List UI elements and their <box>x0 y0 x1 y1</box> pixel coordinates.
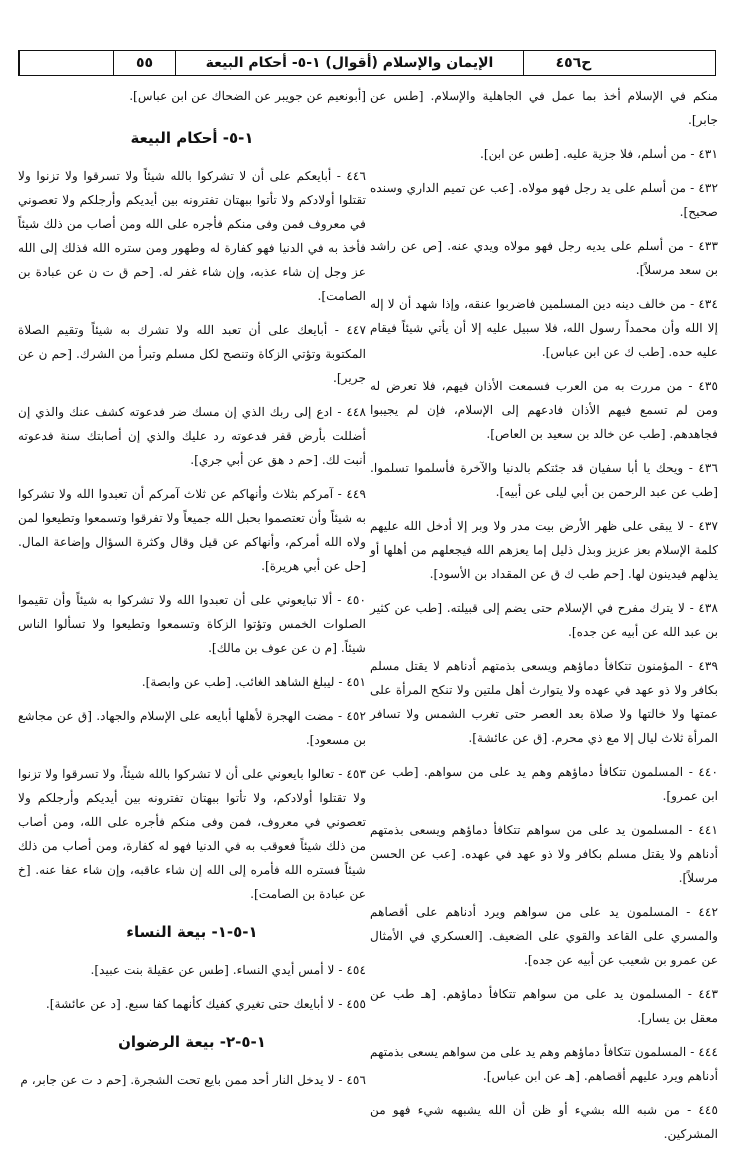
hadith-paragraph: ٤٤٥ - من شبه الله بشيء أو ظن أن الله يشبهه شيء فهو من المشركين. <box>370 1103 718 1141</box>
hadith-paragraph: ٤٤٣ - المسلمون يد على من سواهم تتكافأ دماؤهم. [هـ طب عن معقل بن يسار]. <box>370 987 718 1025</box>
subsection-heading: ١-٥-٢- بيعة الرضوان <box>118 1033 266 1051</box>
right-column <box>370 84 718 1156</box>
hadith-paragraph: ٤٥٣ - تعالوا بايعوني على أن لا تشركوا بالله شيئاً، ولا تسرقوا ولا تزنوا ولا تقتلوا أولادكم، ولا تأتوا ببهتان تفترونه بين أيديكم وأرجلكم ولا تعصوني في معروف، فمن وفى منكم فأجره على الله، ومن أصاب من ذلك شيئاً فعوقب به في الدنيا فهو له كفارة، ومن أصاب من ذلك شيئاً فستره الله فأمره إلى الله إن شاء عاقبه، وإن شاء عفا عنه. [خ عن عبادة بن الصامت]. <box>18 767 366 901</box>
hadith-paragraph: ٤٤٠ - المسلمون تتكافأ دماؤهم وهم يد على من سواهم. [طب عن ابن عمرو]. <box>370 765 718 803</box>
hadith-paragraph: ٤٥٠ - ألا تبايعوني على أن تعبدوا الله ولا تشركوا به شيئاً وأن تقيموا الصلوات الخمس وتؤتوا الزكاة وتسمعوا وتطيعوا ولا تسألوا الناس شيئاً. [م ن عن عوف بن مالك]. <box>18 593 366 655</box>
hadith-paragraph: ٤٤٨ - ادع إلى ربك الذي إن مسك ضر فدعوته كشف عنك والذي إن أضللت بأرض قفر فدعوته رد عليك والذي إن أصابتك سنة فدعوته أنبت لك. [حم د هق عن أبي جري]. <box>18 405 366 467</box>
hadith-paragraph: ٤٥٥ - لا أبايعك حتى تغيري كفيك كأنهما كفا سبع. [د عن عائشة]. <box>45 997 366 1011</box>
header-empty-cell-right <box>19 51 113 75</box>
page-number: ٥٥ <box>113 51 175 75</box>
hadith-paragraph: ٤٤١ - المسلمون يد على من سواهم تتكافأ دماؤهم ويسعى بذمتهم أدناهم ولا يقتل مسلم بكافر ولا ذو عهد في عهده. [عب عن الحسن مرسلاً]. <box>370 823 718 885</box>
hadith-paragraph: ٤٥٢ - مضت الهجرة لأهلها أبايعه على الإسلام والجهاد. [ق عن مجاشع بن مسعود]. <box>18 709 366 747</box>
subsection-heading: ١-٥-١- بيعة النساء <box>126 923 258 941</box>
hadith-paragraph: ٤٣٧ - لا يبقى على ظهر الأرض بيت مدر ولا وبر إلا أدخل الله عليهم كلمة الإسلام بعز عزيز وبذل ذليل إما يعزهم الله فيجعلهم من أهلها أو يذلهم فيدينون لها. [حم طب ك ق عن المقداد بن الأسود]. <box>370 519 718 581</box>
section-heading: ١-٥- أحكام البيعة <box>130 129 254 147</box>
page-header <box>18 50 716 76</box>
hadith-paragraph: ٤٣٦ - ويحك يا أبا سفيان قد جئتكم بالدنيا والآخرة فأسلموا تسلموا. [طب عن عبد الرحمن بن أبي ليلى عن أبيه]. <box>370 461 718 499</box>
hadith-paragraph: ٤٣٤ - من خالف دينه دين المسلمين فاضربوا عنقه، وإذا شهد أن لا إله إلا الله وأن محمداً رسول الله، فلا سبيل عليه إلا أن يأتي شيئاً فيقام عليه حده. [طب ك عن ابن عباس]. <box>370 297 718 359</box>
hadith-paragraph: منكم في الإسلام أخذ بما عمل في الجاهلية والإسلام. [طس عن جابر]. <box>370 89 718 127</box>
hadith-paragraph: ٤٤٢ - المسلمون يد على من سواهم ويرد أدناهم على أقصاهم والمسري على القاعد والقوي على الضعيف. [العسكري في الأمثال عن عمرو بن شعيب عن أبيه عن جده]. <box>370 905 718 967</box>
hadith-paragraph: ٤٣٣ - من أسلم على يديه رجل فهو مولاه ويدي عنه. [ص عن راشد بن سعد مرسلاً]. <box>370 239 718 277</box>
header-empty-cell-left <box>623 51 715 75</box>
hadith-paragraph: ٤٥١ - ليبلغ الشاهد الغائب. [طب عن وابصة]. <box>141 675 366 689</box>
running-title: الإيمان والإسلام (أقوال) ١-٥- أحكام البيعة <box>175 51 523 75</box>
hadith-paragraph: ٤٣٩ - المؤمنون تتكافأ دماؤهم ويسعى بذمتهم أدناهم لا يقتل مسلم بكافر ولا ذو عهد في عهده ولا يتوارث أهل ملتين ولا تنكح المرأة على عمتها ولا خالتها ولا صلاة بعد العصر حتى تغرب الشمس ولا تسافر المرأة ثلاث ليال إلا مع ذي محرم. [ق عن عائشة]. <box>370 659 718 745</box>
hadith-paragraph: ٤٤٩ - آمركم بثلاث وأنهاكم عن ثلاث آمركم أن تعبدوا الله ولا تشركوا به شيئاً وأن تعتصموا بحبل الله جميعاً ولا تفرقوا وتسمعوا وتطيعوا لمن ولاه الله أمركم، وأنهاكم عن قيل وقال وكثرة السؤال وإضاعة المال. [حل عن أبي هريرة]. <box>18 487 366 573</box>
continuation-line: [أبونعيم عن جويبر عن الضحاك عن ابن عباس]. <box>129 89 366 103</box>
hadith-paragraph: ٤٥٦ - لا يدخل النار أحد ممن بايع تحت الشجرة. [حم د ت عن جابر، م <box>20 1073 366 1087</box>
hadith-paragraph: ٤٤٧ - أبايعك على أن تعبد الله ولا تشرك به شيئاً وتقيم الصلاة المكتوبة وتؤتي الزكاة وتنصح لكل مسلم وتبرأ من الشرك. [حم ن عن جرير]. <box>18 323 366 385</box>
hadith-paragraph: ٤٣٢ - من أسلم على يد رجل فهو مولاه. [عب عن تميم الداري وسنده صحيح]. <box>370 181 718 219</box>
hadith-paragraph: ٤٥٤ - لا أمس أيدي النساء. [طس عن عقيلة بنت عبيد]. <box>90 963 366 977</box>
hadith-paragraph: ٤٣٥ - من مررت به من العرب فسمعت الأذان فيهم، فلا تعرض له ومن لم تسمع فيهم الأذان فادعهم إلى الإسلام، فإن لم يجيبوا فجاهدهم. [طب عن خالد بن سعيد بن العاص]. <box>370 379 718 441</box>
hadith-paragraph: ٤٣١ - من أسلم، فلا جزية عليه. [طس عن ابن]. <box>479 147 718 161</box>
hadith-paragraph: ٤٤٦ - أبايعكم على أن لا تشركوا بالله شيئاً ولا تسرقوا ولا تزنوا ولا تقتلوا أولادكم ولا تأتوا ببهتان تفترونه بين أيديكم وأرجلكم ولا تعصوني في معروف فمن وفى منكم فأجره على الله ومن أصاب من ذلك شيئاً فأخذ به في الدنيا فهو كفارة له وطهور ومن ستره الله فذلك إلى الله عز وجل إن شاء عذبه، وإن شاء غفر له. [حم ق ت ن عن عبادة بن الصامت]. <box>18 169 366 303</box>
hadith-paragraph: ٤٣٨ - لا يترك مفرح في الإسلام حتى يضم إلى قبيلته. [طب عن كثير بن عبد الله عن أبيه عن جده]. <box>370 601 718 639</box>
hadith-paragraph: ٤٤٤ - المسلمون تتكافأ دماؤهم وهم يد على من سواهم يسعى بذمتهم أدناهم ويرد عليهم أقصاهم. [هـ عن ابن عباس]. <box>370 1045 718 1083</box>
volume-ref: ح٤٥٦ <box>523 51 623 75</box>
left-column <box>18 84 366 1102</box>
